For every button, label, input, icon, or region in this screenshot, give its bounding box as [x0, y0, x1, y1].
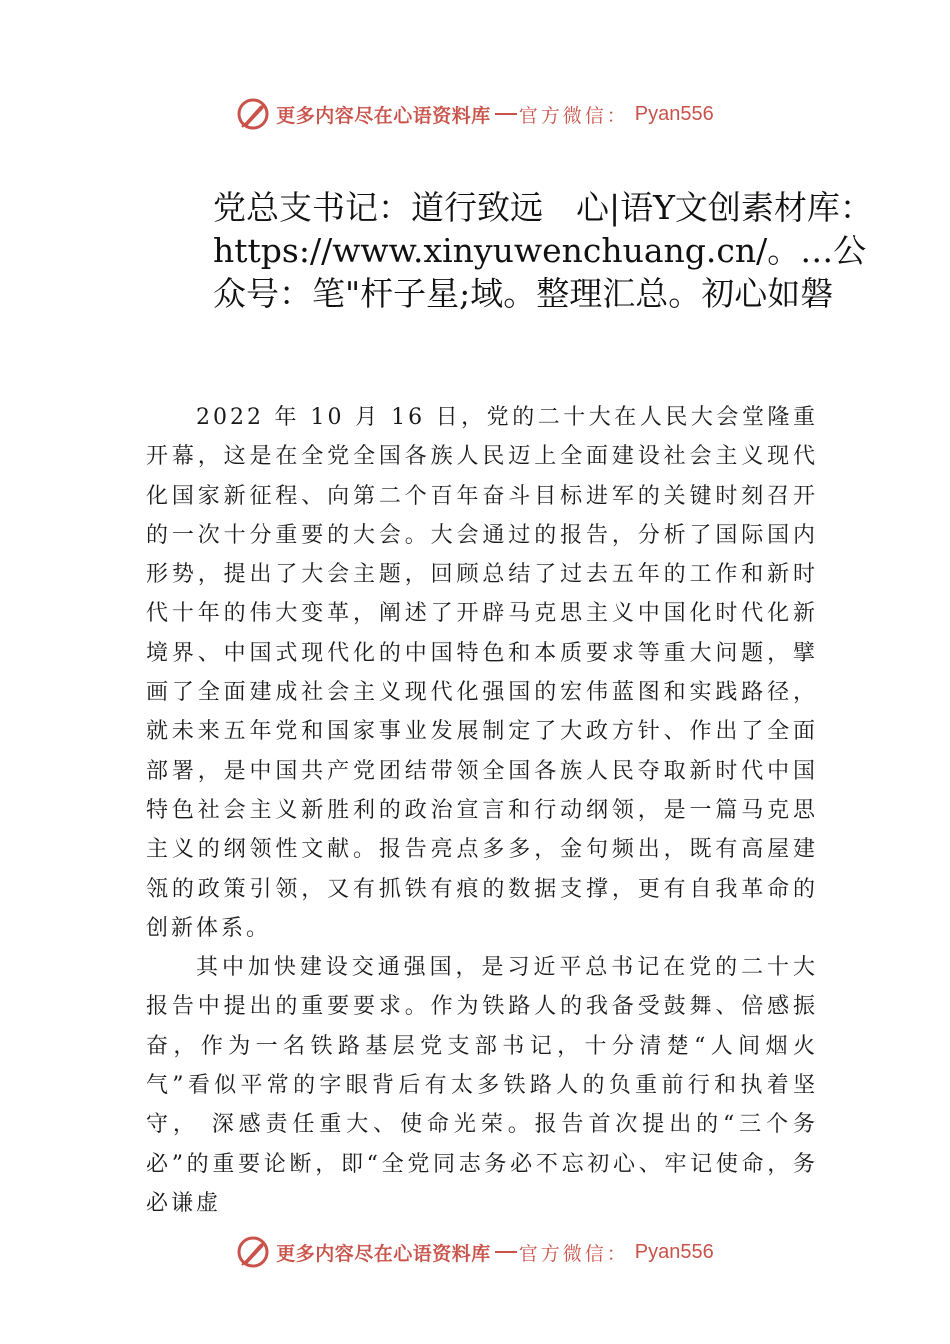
document-title: 党总支书记：道行致远 心|语Y文创素材库：https://www.xinyuwenchuang.cn/。…公众号：笔"杆子星;域。整理汇总。初心如磐: [213, 188, 873, 313]
footer-banner: [0, 1232, 950, 1272]
banner-brand-text: 更多内容尽在心语资料库: [276, 1242, 491, 1265]
quill-pen-logo-icon: [236, 97, 270, 131]
banner-brand-text: 更多内容尽在心语资料库: [276, 104, 491, 127]
paragraph: 2022 年 10 月 16 日，党的二十大在人民大会堂隆重开幕，这是在全党全国各族人民迈上全面建设社会主义现代化国家新征程、向第二个百年奋斗目标进军的关键时刻召开的一次十分重要的大会。大会通过的报告，分析了国际国内形势，提出了大会主题，回顾总结了过去五年的工作和新时代十年的伟大变革，阐述了开辟马克思主义中国化时代化新境界、中国式现代化的中国特色和本质要求等重大问题，擘画了全面建成社会主义现代化强国的宏伟蓝图和实践路径，就未来五年党和国家事业发展制定了大政方针、作出了全面部署，是中国共产党团结带领全国各族人民夺取新时代中国特色社会主义新胜利的政治宣言和行动纲领，是一篇马克思主义的纲领性文献。报告亮点多多，金句频出，既有高屋建瓴的政策引领，又有抓铁有痕的数据支撑，更有自我革命的创新体系。: [146, 405, 818, 941]
banner-wechat-id: Pyan556: [634, 1240, 714, 1263]
banner-divider: [495, 1251, 517, 1253]
header-banner: [0, 94, 950, 134]
banner-wechat-id: Pyan556: [634, 102, 714, 125]
paragraph: 其中加快建设交通强国，是习近平总书记在党的二十大报告中提出的重要要求。作为铁路人的我备受鼓舞、倍感振奋，作为一名铁路基层党支部书记，十分清楚“人间烟火气”看似平常的字眼背后有太多铁路人的负重前行和执着坚守， 深感责任重大、使命光荣。报告首次提出的“三个务必”的重要论断，即“全党同志务必不忘初心、牢记使命，务必谦虚: [146, 955, 818, 1216]
banner-official-label: 官方微信：: [518, 1242, 629, 1265]
quill-pen-logo-icon: [236, 1235, 270, 1269]
document-body: [146, 398, 818, 1223]
banner-divider: [495, 113, 517, 115]
banner-official-label: 官方微信：: [518, 104, 629, 127]
